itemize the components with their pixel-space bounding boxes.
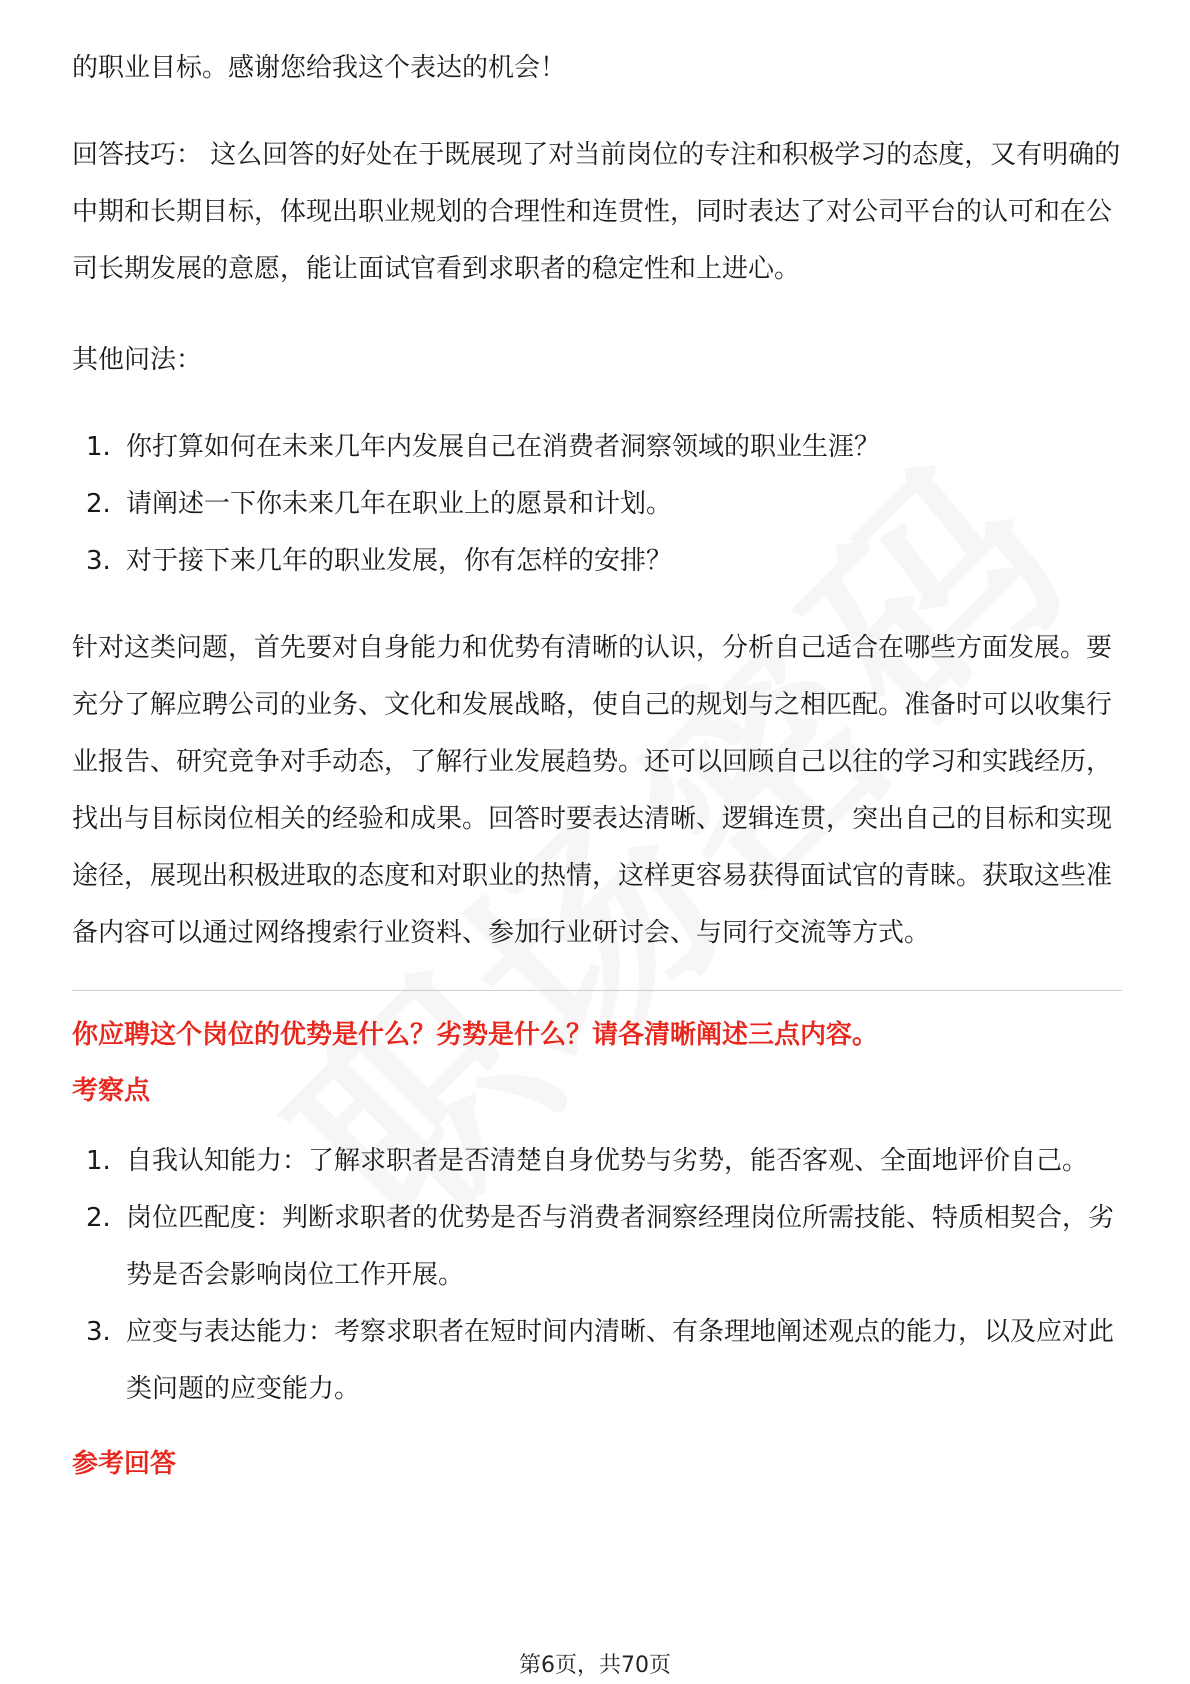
list-item-text: 自我认知能力：了解求职者是否清楚自身优势与劣势，能否客观、全面地评价自己。 bbox=[126, 1146, 1089, 1176]
list-number: 1. bbox=[86, 1146, 111, 1176]
section-divider bbox=[72, 990, 1122, 991]
other-asks-label: 其他问法： bbox=[72, 345, 203, 375]
list-number: 3. bbox=[86, 1317, 111, 1347]
exam-points-label: 考察点 bbox=[72, 1076, 151, 1106]
list-item-text: 请阐述一下你未来几年在职业上的愿景和计划。 bbox=[126, 489, 673, 519]
list-number: 2. bbox=[86, 1203, 111, 1233]
page-content bbox=[72, 40, 1122, 1492]
page-number: 第6页，共70页 bbox=[519, 1653, 671, 1678]
list-item bbox=[72, 1304, 1122, 1418]
list-item-text: 应变与表达能力：考察求职者在短时间内清晰、有条理地阐述观点的能力，以及应对此类问题的应变能力。 bbox=[126, 1317, 1115, 1404]
list-item bbox=[72, 1190, 1122, 1304]
list-item bbox=[72, 419, 1122, 476]
reference-answer-label: 参考回答 bbox=[72, 1449, 177, 1479]
list-number: 3. bbox=[86, 546, 111, 576]
list-item bbox=[72, 533, 1122, 590]
list-item-text: 你打算如何在未来几年内发展自己在消费者洞察领域的职业生涯？ bbox=[126, 432, 881, 462]
advice-paragraph: 针对这类问题，首先要对自身能力和优势有清晰的认识，分析自己适合在哪些方面发展。要充分了解应聘公司的业务、文化和发展战略，使自己的规划与之相匹配。准备时可以收集行业报告、研究竞争对手动态，了解行业发展趋势。还可以回顾自己以往的学习和实践经历，找出与目标岗位相关的经验和成果。回答时要表达清晰、逻辑连贯，突出自己的目标和实现途径，展现出积极进取的态度和对职业的热情，这样更容易获得面试官的青睐。获取这些准备内容可以通过网络搜索行业资料、参加行业研讨会、与同行交流等方式。 bbox=[72, 633, 1113, 948]
tip-paragraph: 回答技巧： 这么回答的好处在于既展现了对当前岗位的专注和积极学习的态度，又有明确的中期和长期目标，体现出职业规划的合理性和连贯性，同时表达了对公司平台的认可和在公司长期发展的意愿，能让面试官看到求职者的稳定性和上进心。 bbox=[72, 140, 1121, 284]
other-asks-list bbox=[72, 419, 1122, 590]
list-number: 2. bbox=[86, 489, 111, 519]
exam-points-list bbox=[72, 1133, 1122, 1418]
list-item-text: 对于接下来几年的职业发展，你有怎样的安排？ bbox=[126, 546, 673, 576]
list-number: 1. bbox=[86, 432, 111, 462]
list-item-text: 岗位匹配度：判断求职者的优势是否与消费者洞察经理岗位所需技能、特质相契合，劣势是否会影响岗位工作开展。 bbox=[126, 1203, 1115, 1290]
question-title: 你应聘这个岗位的优势是什么？劣势是什么？请各清晰阐述三点内容。 bbox=[72, 1020, 879, 1050]
list-item bbox=[72, 476, 1122, 533]
paragraph-top: 的职业目标。感谢您给我这个表达的机会！ bbox=[72, 53, 567, 83]
list-item bbox=[72, 1133, 1122, 1190]
